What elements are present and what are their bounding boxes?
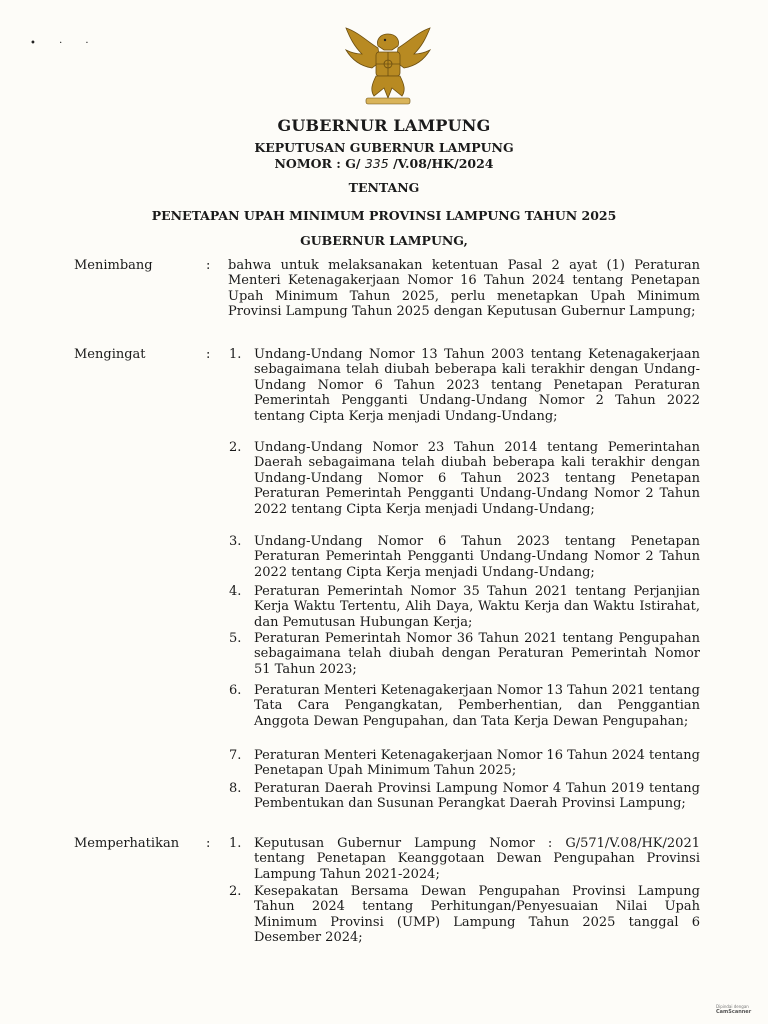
mengingat-colon: : [206,347,211,362]
mengingat-item-5-number: 5. [229,631,242,646]
decree-number [0,156,768,171]
memperhatikan-item-2-text: Kesepakatan Bersama Dewan Pengupahan Provinsi Lampung Tahun 2024 tentang Perhitungan/Penyesuaian Nilai Upah Minimum Provinsi (UMP) Lampung Tahun 2025 tanggal 6 Desember 2024; [254,884,700,946]
mengingat-item-8-text: Peraturan Daerah Provinsi Lampung Nomor 4 Tahun 2019 tentang Pembentukan dan Susunan Perangkat Daerah Provinsi Lampung; [254,781,700,812]
mengingat-item-2-number: 2. [229,440,242,455]
mengingat-item-4-text: Peraturan Pemerintah Nomor 35 Tahun 2021 tentang Perjanjian Kerja Waktu Tertentu, Alih Daya, Waktu Kerja dan Waktu Istirahat, dan Pemutusan Hubungan Kerja; [254,584,700,630]
memperhatikan-colon: : [206,836,211,851]
mengingat-item-6-number: 6. [229,683,242,698]
mengingat-item-1-number: 1. [229,347,242,362]
menimbang-text: bahwa untuk melaksanakan ketentuan Pasal 2 ayat (1) Peraturan Menteri Ketenagakerjaan Nomor 16 Tahun 2024 tentang Penetapan Upah Minimum Tahun 2025, perlu menetapkan Upah Minimum Provinsi Lampung Tahun 2025 dengan Keputusan Gubernur Lampung; [228,258,700,320]
memperhatikan-item-2-number: 2. [229,884,242,899]
number-handwritten: 335 [364,156,389,171]
mengingat-label: Mengingat [74,347,146,362]
mengingat-item-3-number: 3. [229,534,242,549]
issuer-heading: GUBERNUR LAMPUNG, [300,233,468,248]
menimbang-label: Menimbang [74,258,153,273]
mengingat-item-7-text: Peraturan Menteri Ketenagakerjaan Nomor 16 Tahun 2024 tentang Penetapan Upah Minimum Tahun 2025; [254,748,700,779]
camscanner-stamp [716,1004,758,1018]
mengingat-item-4-number: 4. [229,584,242,599]
mengingat-item-5-text: Peraturan Pemerintah Nomor 36 Tahun 2021 tentang Pengupahan sebagaimana telah diubah dengan Peraturan Pemerintah Nomor 51 Tahun 2023; [254,631,700,677]
about-heading: TENTANG [348,180,420,195]
mengingat-item-8-number: 8. [229,781,242,796]
stamp-line-2: CamScanner [716,1009,752,1015]
scan-marks: • · · [30,38,99,49]
number-suffix: /V.08/HK/2024 [393,156,494,171]
mengingat-item-6-text: Peraturan Menteri Ketenagakerjaan Nomor 13 Tahun 2021 tentang Tata Cara Pengangkatan, Pemberhentian, dan Penggantian Anggota Dewan Pengupahan, dan Tata Kerja Dewan Pengupahan; [254,683,700,729]
decree-subject: PENETAPAN UPAH MINIMUM PROVINSI LAMPUNG TAHUN 2025 [151,208,617,223]
memperhatikan-item-1-number: 1. [229,836,242,851]
mengingat-item-3-text: Undang-Undang Nomor 6 Tahun 2023 tentang Penetapan Peraturan Pemerintah Pengganti Undang-Undang Nomor 2 Tahun 2022 tentang Cipta Kerja menjadi Undang-Undang; [254,534,700,580]
menimbang-colon: : [206,258,211,273]
mengingat-item-1-text: Undang-Undang Nomor 13 Tahun 2003 tentang Ketenagakerjaan sebagaimana telah diubah beberapa kali terakhir dengan Undang-Undang Nomor 6 Tahun 2023 tentang Penetapan Peraturan Pemerintah Pengganti Undang-Undang Nomor 2 Tahun 2022 tentang Cipta Kerja menjadi Undang-Undang; [254,347,700,424]
memperhatikan-item-1-text: Keputusan Gubernur Lampung Nomor : G/571/V.08/HK/2021 tentang Penetapan Keanggotaan Dewan Pengupahan Provinsi Lampung Tahun 2021-2024; [254,836,700,882]
document-title: GUBERNUR LAMPUNG [277,116,491,135]
stamp-line-1: Dipindai dengan [716,1004,749,1009]
memperhatikan-label: Memperhatikan [74,836,180,851]
number-prefix: NOMOR : G/ [274,156,361,171]
mengingat-item-7-number: 7. [229,748,242,763]
mengingat-item-2-text: Undang-Undang Nomor 23 Tahun 2014 tentang Pemerintahan Daerah sebagaimana telah diubah beberapa kali terakhir dengan Undang-Undang Nomor 6 Tahun 2023 tentang Penetapan Peraturan Pemerintah Pengganti Undang-Undang Nomor 2 Tahun 2022 tentang Cipta Kerja menjadi Undang-Undang; [254,440,700,517]
decree-heading: KEPUTUSAN GUBERNUR LAMPUNG [254,140,514,155]
garuda-pancasila-emblem-icon [340,24,436,108]
